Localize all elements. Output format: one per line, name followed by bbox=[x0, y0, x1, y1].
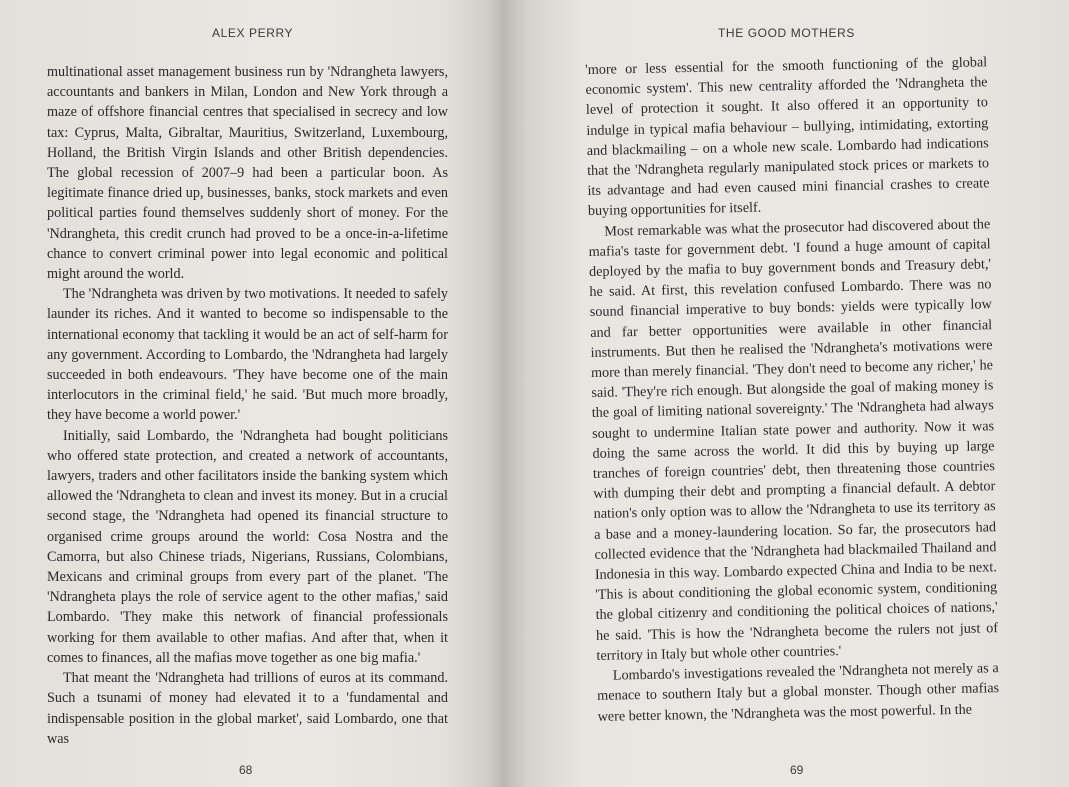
running-head-title: THE GOOD MOTHERS bbox=[718, 26, 855, 40]
right-page bbox=[505, 0, 1069, 787]
right-page-body bbox=[585, 52, 1000, 726]
paragraph: Lombardo's investigations revealed the 'Ndrangheta not merely as a menace to southern Italy but a global monster. Though other mafias were better known, the 'Ndrangheta was the most powerful. In the bbox=[597, 660, 1000, 725]
paragraph: Initially, said Lombardo, the 'Ndrangheta had bought politicians who offered state protection, and created a network of accountants, lawyers, traders and other facilitators inside the banking system which allowed the 'Ndrangheta to clean and invest its money. But in a crucial second stage, the 'Ndrangheta had opened its financial structure to organised crime groups around the world: Cosa Nostra and the Camorra, but also Chinese triads, Nigerians, Russians, Colombians, Mexicans and criminal groups from every part of the planet. 'The 'Ndrangheta plays the role of service agent to the other mafias,' said Lombardo. 'They make this network of financial professionals working for them available to other mafias. And after that, when it comes to finances, all the mafias move together as one big mafia.' bbox=[47, 427, 448, 666]
paragraph: That meant the 'Ndrangheta had trillions of euros at its command. Such a tsunami of money had elevated it to a 'fundamental and indispensable position in the global market', said Lombardo, one that was bbox=[47, 670, 448, 747]
paragraph: 'more or less essential for the smooth functioning of the global economic system'. This new centrality afforded the 'Ndrangheta the level of protection it sought. It also offered it an opportunity to indulge in typical mafia behaviour – bullying, intimidating, extorting and blackmailing – on a whole new scale. Lombardo had indications that the 'Ndrangheta regularly manipulated stock prices or markets to its advantage and had even caused mini financial crashes to create buying opportunities for itself. bbox=[585, 54, 990, 220]
paragraph: Most remarkable was what the prosecutor had discovered about the mafia's taste for government debt. 'I found a huge amount of capital deployed by the mafia to buy government bonds and Treasury debt,' he said. At first, this revelation confused Lombardo. There was no sound financial imperative to buy bonds: yields were typically low and far better opportunities were available in other financial instruments. But then he realised the 'Ndrangheta's motivations were more than merely financial. 'They don't need to become any richer,' he said. 'They're rich enough. But alongside the goal of making money is the goal of limiting national sovereignty.' The 'Ndrangheta had always sought to undermine Italian state power and authority. Now it was doing the same across the world. It did this by buying up large tranches of foreign countries' debt, then threatening those countries with dumping their debt and prompting a financial default. A debtor nation's only option was to allow the 'Ndrangheta to use its territory as a base and a money-laundering location. So far, the prosecutors had collected evidence that the 'Ndrangheta had blackmailed Thailand and Indonesia in this way. Lombardo expected China and India to be next. 'This is about conditioning the global economic system, conditioning the global citizenry and conditioning the political choices of nations,' he said. 'This is how the 'Ndrangheta become the rulers not just of territory in Italy but whole other countries.' bbox=[588, 215, 999, 664]
left-page bbox=[0, 0, 505, 787]
left-page-body bbox=[47, 62, 448, 749]
paragraph: multinational asset management business run by 'Ndrangheta lawyers, accountants and bankers in Milan, London and New York through a maze of offshore financial centres that specialised in secrecy and low tax: Cyprus, Malta, Gibraltar, Mauritius, Switzerland, Luxembourg, Holland, the British Virgin Islands and other British dependencies. The global recession of 2007–9 had been a particular boon. As legitimate finance dried up, businesses, banks, stock markets and even political parties found themselves suddenly short of money. For the 'Ndrangheta, this credit crunch had proved to be a once-in-a-lifetime chance to convert criminal power into legal economic and political might around the world. bbox=[47, 64, 448, 283]
page-number: 69 bbox=[790, 763, 804, 777]
running-head-author: ALEX PERRY bbox=[212, 26, 294, 40]
page-number: 68 bbox=[239, 763, 253, 777]
paragraph: The 'Ndrangheta was driven by two motivations. It needed to safely launder its riches. And it wanted to become so indispensable to the international economy that tackling it would be an act of self-harm for any government. According to Lombardo, the 'Ndrangheta had largely succeeded in both endeavours. 'They have become one of the main interlocutors in the criminal field,' he said. 'But much more broadly, they have become a world power.' bbox=[47, 286, 448, 424]
